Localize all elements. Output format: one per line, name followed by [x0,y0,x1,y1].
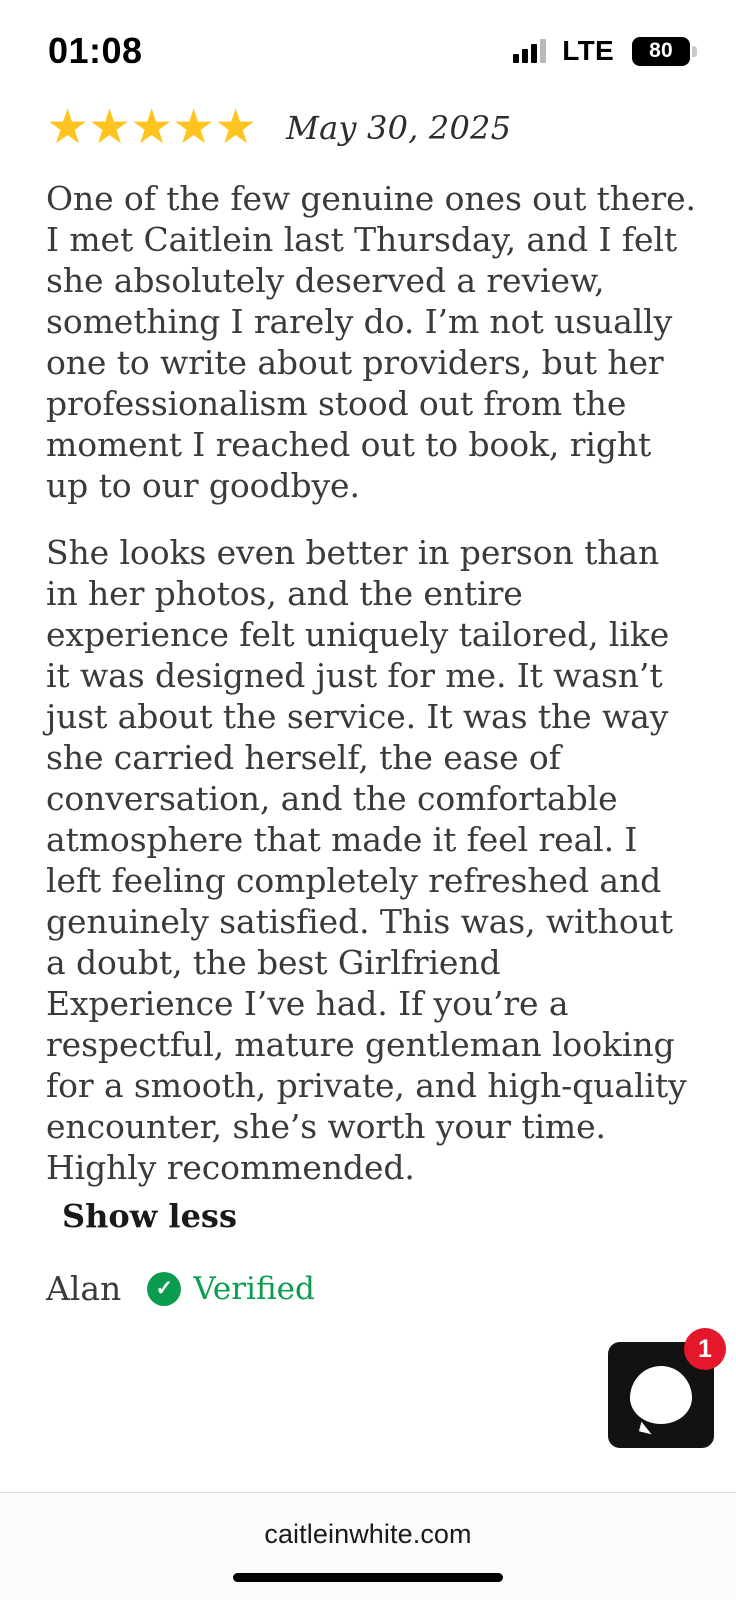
chat-bubble-icon [630,1366,692,1424]
battery-icon [632,37,690,66]
reviewer-name: Alan [46,1269,122,1308]
chat-unread-badge: 1 [684,1328,726,1370]
review-header [46,101,696,154]
review-paragraph: She looks even better in person than in her photos, and the entire experience felt uniquely tailored, like it was designed just for me. It wasn’t just about the service. It was the way she carried herself, the ease of conversation, and the comfortable atmosphere that made it feel real. I left feeling completely refreshed and genuinely satisfied. This was, without a doubt, the best Girlfriend Experience I’ve had. If you’re a respectful, mature gentleman looking for a smooth, private, and high-quality encounter, she’s worth your time. Highly recommended. [46,533,687,1187]
review-paragraph: One of the few genuine ones out there. I met Caitlein last Thursday, and I felt she absolutely deserved a review, something I rarely do. I’m not usually one to write about providers, but her professionalism stood out from the moment I reached out to book, right up to our goodbye. [46,179,696,505]
browser-bottom-bar [0,1492,736,1600]
status-time: 01:08 [48,30,143,71]
battery-cap [692,46,697,57]
star-rating-icon: ★★★★★ [46,101,257,154]
status-bar [0,0,736,96]
signal-bars-icon [513,39,546,63]
check-icon: ✓ [147,1272,181,1306]
home-indicator[interactable] [233,1573,503,1582]
review-date: May 30, 2025 [286,109,512,147]
show-less-button[interactable]: Show less [62,1197,237,1235]
chat-widget-button[interactable] [608,1334,714,1448]
network-type-label: LTE [562,35,614,66]
status-badge [147,1271,315,1307]
site-url-label[interactable]: caitleinwhite.com [264,1519,472,1549]
status-indicators [513,29,690,67]
verified-label: Verified [193,1270,315,1307]
battery-level-label: 80 [649,39,673,62]
review-card [0,96,736,1308]
review-footer [46,1269,696,1308]
review-body [46,178,696,1188]
